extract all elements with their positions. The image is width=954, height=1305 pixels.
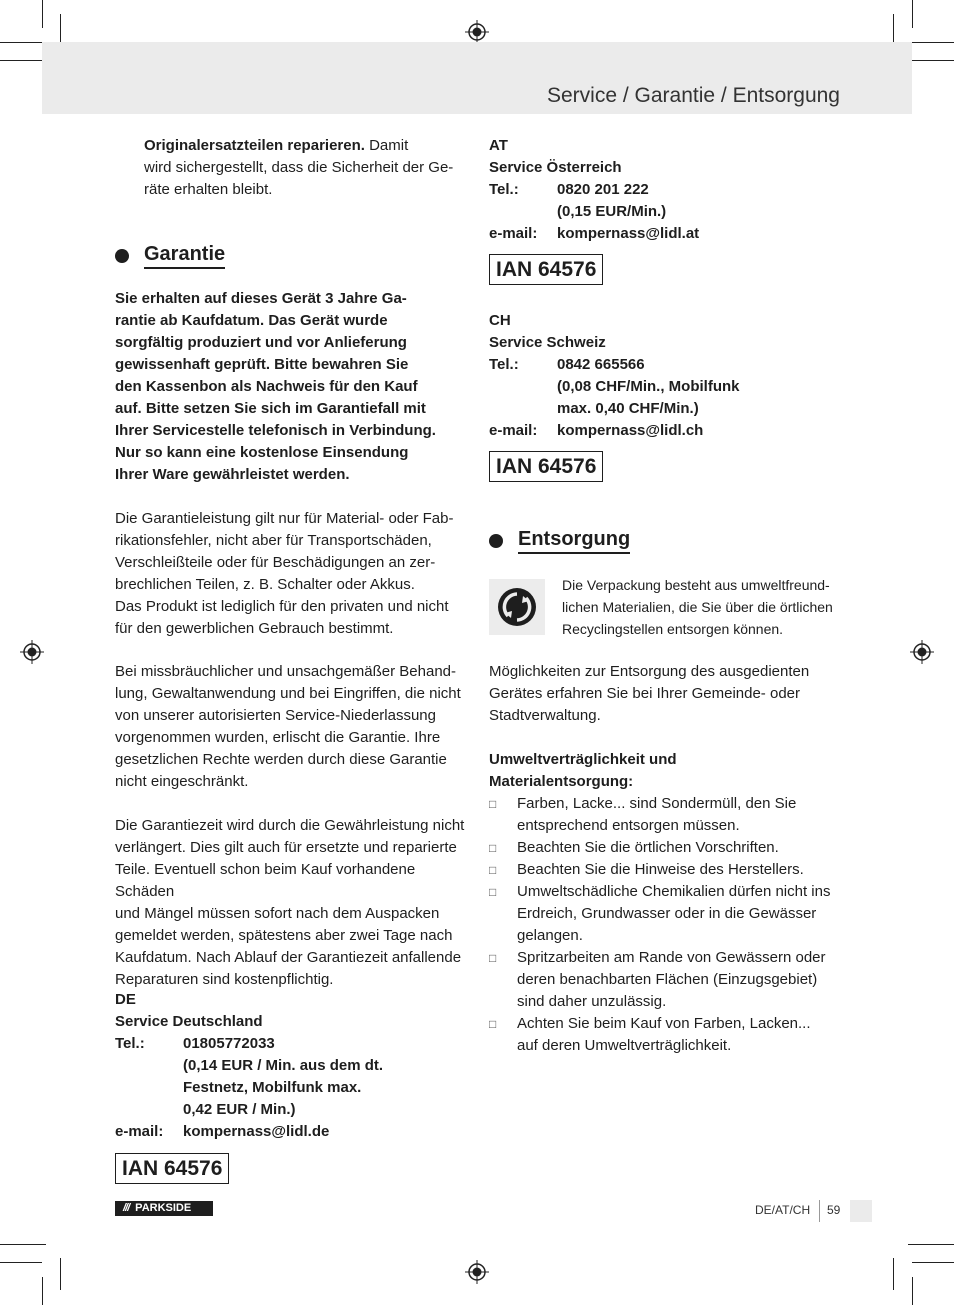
text-line: deren benachbarten Flächen (Einzugsgebiet) — [517, 971, 818, 988]
crop-mark — [42, 0, 43, 28]
logo-text: PARKSIDE — [135, 1202, 192, 1214]
text-line: brechlichen Teilen, z. B. Schalter oder Akkus. — [115, 576, 415, 593]
text-line: Gerätes erfahren Sie bei Ihrer Gemeinde- oder — [489, 685, 800, 702]
text-line: von unserer autorisierten Service-Niederlassung — [115, 707, 436, 724]
text-line: Beachten Sie die Hinweise des Herstellers. — [517, 861, 804, 878]
crop-mark — [42, 1277, 43, 1305]
bold-line: Ihrer Ware gewährleistet werden. — [115, 466, 350, 483]
tel-number: 0842 665566 — [557, 356, 645, 373]
text-line: gelangen. — [517, 927, 583, 944]
bold-line: auf. Bitte setzen Sie sich im Garantiefall mit — [115, 400, 426, 417]
list-item-text — [517, 1013, 811, 1057]
recycling-icon — [489, 579, 545, 635]
tel-note: (0,15 EUR/Min.) — [557, 203, 667, 220]
email-address: kompernass@lidl.at — [557, 225, 700, 242]
text-line: Verschleißteile oder für Beschädigungen an zer- — [115, 554, 436, 571]
recycling-paragraph — [562, 574, 852, 640]
garantie-paragraph — [115, 508, 475, 640]
text-line: sind daher unzulässig. — [517, 993, 667, 1010]
registration-mark-icon — [465, 1260, 489, 1284]
list-item-text — [517, 837, 779, 859]
intro-line: wird sichergestellt, dass die Sicherheit der Ge- — [144, 159, 454, 176]
crop-mark — [912, 1277, 913, 1305]
list-item — [489, 837, 859, 859]
footer-divider — [819, 1200, 820, 1222]
bold-line: den Kassenbon als Nachweis für den Kauf — [115, 378, 418, 395]
checkbox-bullet-icon: □ — [489, 797, 497, 811]
crop-mark — [912, 42, 954, 43]
country-code: CH — [489, 312, 511, 329]
crop-mark — [908, 1244, 954, 1245]
crop-mark — [912, 0, 913, 28]
service-ch — [489, 310, 849, 442]
text-line: gemeldet werden, spätestens aber zwei Tage nach — [115, 927, 453, 944]
entsorgung-heading — [489, 527, 630, 554]
text-line: Die Garantieleistung gilt nur für Material- oder Fab- — [115, 510, 454, 527]
text-line: lichen Materialien, die Sie über die örtlichen — [562, 599, 833, 615]
email-label: e-mail: — [489, 225, 538, 242]
service-name: Service Schweiz — [489, 334, 606, 351]
text-line: entsprechend entsorgen müssen. — [517, 817, 740, 834]
ian-badge: IAN 64576 — [115, 1153, 229, 1184]
list-item — [489, 1013, 859, 1057]
heading-line: Materialentsorgung: — [489, 773, 634, 790]
text-line: Stadtverwaltung. — [489, 707, 601, 724]
intro-bold: Originalersatzteilen reparieren. — [144, 137, 365, 154]
bullet-icon — [489, 534, 503, 548]
page-number: 59 — [827, 1203, 841, 1217]
service-de — [115, 989, 475, 1143]
section-title: Entsorgung — [518, 527, 630, 554]
list-item — [489, 793, 859, 837]
tel-label: Tel.: — [489, 181, 519, 198]
email-address: kompernass@lidl.de — [183, 1123, 330, 1140]
entsorgung-paragraph — [489, 661, 849, 727]
text-line: Beachten Sie die örtlichen Vorschriften. — [517, 839, 779, 856]
crop-mark — [0, 60, 46, 61]
parkside-logo — [115, 1201, 213, 1216]
service-at — [489, 135, 849, 245]
tel-note: 0,42 EUR / Min.) — [183, 1101, 296, 1118]
intro-line: räte erhalten bleibt. — [144, 181, 273, 198]
intro-rest: Damit — [364, 137, 409, 154]
text-line: auf deren Umweltverträglichkeit. — [517, 1037, 732, 1054]
crop-mark — [0, 1262, 42, 1263]
tel-note: (0,08 CHF/Min., Mobilfunk — [557, 378, 740, 395]
text-line: Farben, Lacke... sind Sondermüll, den Sie — [517, 795, 797, 812]
email-address: kompernass@lidl.ch — [557, 422, 704, 439]
text-line: für den gewerblichen Gebrauch bestimmt. — [115, 620, 394, 637]
text-line: Erdreich, Grundwasser oder in die Gewässer — [517, 905, 817, 922]
tel-label: Tel.: — [489, 356, 519, 373]
garantie-paragraph — [115, 815, 475, 991]
registration-mark-icon — [910, 640, 934, 664]
list-item-text — [517, 947, 826, 1013]
checkbox-bullet-icon: □ — [489, 951, 497, 965]
tel-number: 01805772033 — [183, 1035, 275, 1052]
text-line: Die Verpackung besteht aus umweltfreund- — [562, 577, 830, 593]
checkbox-bullet-icon: □ — [489, 885, 497, 899]
garantie-heading — [115, 242, 225, 269]
text-line: Bei missbräuchlicher und unsachgemäßer Behand- — [115, 663, 457, 680]
service-name: Service Österreich — [489, 159, 622, 176]
text-line: verlängert. Dies gilt auch für ersetzte und reparierte — [115, 839, 457, 856]
crop-mark — [912, 1262, 954, 1263]
garantie-bold-paragraph — [115, 288, 475, 486]
text-line: und Mängel müssen sofort nach dem Auspacken — [115, 905, 440, 922]
green-dot-icon — [496, 586, 538, 628]
text-line: Kaufdatum. Nach Ablauf der Garantiezeit anfallende — [115, 949, 462, 966]
text-line: lung, Gewaltanwendung und bei Eingriffen, die nicht — [115, 685, 461, 702]
email-label: e-mail: — [489, 422, 538, 439]
tel-note: (0,14 EUR / Min. aus dem dt. — [183, 1057, 384, 1074]
list-item-text — [517, 881, 830, 947]
ian-badge: IAN 64576 — [489, 451, 603, 482]
text-line: Achten Sie beim Kauf von Farben, Lacken... — [517, 1015, 811, 1032]
bold-line: rantie ab Kaufdatum. Das Gerät wurde — [115, 312, 388, 329]
crop-mark — [60, 1258, 61, 1290]
intro-paragraph — [144, 135, 464, 201]
bullet-icon — [115, 249, 129, 263]
checkbox-bullet-icon: □ — [489, 863, 497, 877]
email-label: e-mail: — [115, 1123, 164, 1140]
country-code: DE — [115, 991, 136, 1008]
text-line: vorgenommen wurden, erlischt die Garantie. Ihre — [115, 729, 441, 746]
tel-note: Festnetz, Mobilfunk max. — [183, 1079, 362, 1096]
text-line: gesetzlichen Rechte werden durch diese Garantie — [115, 751, 447, 768]
ian-badge: IAN 64576 — [489, 254, 603, 285]
bold-line: Ihrer Servicestelle telefonisch in Verbindung. — [115, 422, 436, 439]
list-item — [489, 881, 859, 947]
environment-list — [489, 793, 859, 1057]
crop-mark — [0, 42, 42, 43]
language-code: DE/AT/CH — [755, 1203, 811, 1217]
service-name: Service Deutschland — [115, 1013, 263, 1030]
text-line: Umweltschädliche Chemikalien dürfen nicht ins — [517, 883, 831, 900]
environment-heading — [489, 749, 849, 793]
footer-tab — [850, 1200, 872, 1222]
text-line: Recyclingstellen entsorgen können. — [562, 621, 784, 637]
crop-mark — [0, 1244, 46, 1245]
text-line: Möglichkeiten zur Entsorgung des ausgedienten — [489, 663, 810, 680]
logo-stripes-icon: /// — [123, 1202, 130, 1214]
crop-mark — [893, 1258, 894, 1290]
page-title: Service / Garantie / Entsorgung — [547, 84, 840, 107]
text-line: Spritzarbeiten am Rande von Gewässern oder — [517, 949, 826, 966]
text-line: Teile. Eventuell schon beim Kauf vorhandene Schäden — [115, 861, 416, 900]
crop-mark — [908, 60, 954, 61]
checkbox-bullet-icon: □ — [489, 841, 497, 855]
text-line: Das Produkt ist lediglich für den privaten und nicht — [115, 598, 449, 615]
list-item — [489, 859, 859, 881]
checkbox-bullet-icon: □ — [489, 1017, 497, 1031]
bold-line: Sie erhalten auf dieses Gerät 3 Jahre Ga- — [115, 290, 407, 307]
bold-line: Nur so kann eine kostenlose Einsendung — [115, 444, 409, 461]
country-code: AT — [489, 137, 508, 154]
tel-note: max. 0,40 CHF/Min.) — [557, 400, 699, 417]
registration-mark-icon — [20, 640, 44, 664]
bold-line: sorgfältig produziert und vor Anlieferung — [115, 334, 407, 351]
text-line: nicht eingeschränkt. — [115, 773, 249, 790]
text-line: Die Garantiezeit wird durch die Gewährleistung nicht — [115, 817, 465, 834]
list-item-text — [517, 793, 796, 837]
section-title: Garantie — [144, 242, 225, 269]
heading-line: Umweltverträglichkeit und — [489, 751, 677, 768]
garantie-paragraph — [115, 661, 475, 793]
tel-number: 0820 201 222 — [557, 181, 649, 198]
bold-line: gewissenhaft geprüft. Bitte bewahren Sie — [115, 356, 409, 373]
text-line: Reparaturen sind kostenpflichtig. — [115, 971, 334, 988]
registration-mark-icon — [465, 20, 489, 44]
list-item — [489, 947, 859, 1013]
tel-label: Tel.: — [115, 1035, 145, 1052]
text-line: rikationsfehler, nicht aber für Transportschäden, — [115, 532, 432, 549]
list-item-text — [517, 859, 804, 881]
